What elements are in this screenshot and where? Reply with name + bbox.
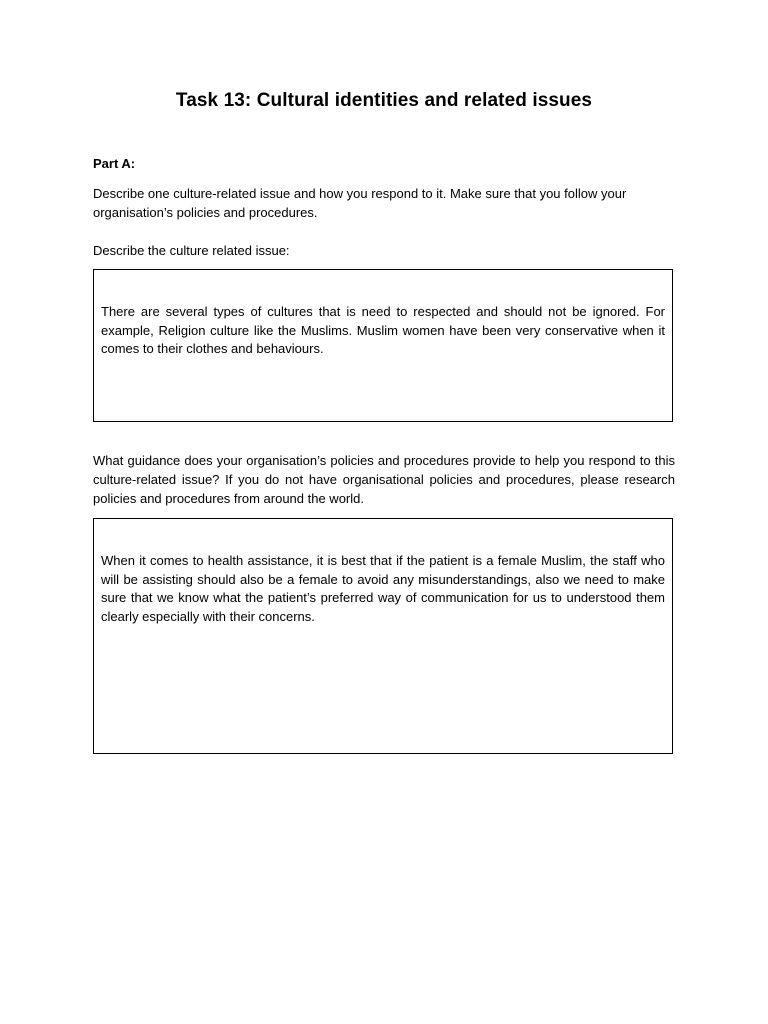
question-guidance: What guidance does your organisation’s policies and procedures provide to help you respond to this culture-related issue? If you do not have organisational policies and procedures, please research policies and procedures from around the world. [93,453,675,506]
part-label: Part A: [93,156,136,171]
page-title: Task 13: Cultural identities and related issues [175,90,593,111]
answer-text-guidance: When it comes to health assistance, it is best that if the patient is a female Muslim, the staff who will be assisting should also be a female to avoid any misunderstandings, also we need to make sure that we know what the patient’s preferred way of communication for us to understood them clearly especially with their concerns. [101,553,665,624]
answer-text-culture-issue: There are several types of cultures that is need to respected and should not be ignored. For example, Religion culture like the Muslims. Muslim women have been very conservative when it comes to their clothes and behaviours. [101,304,665,356]
answer-box-guidance [93,518,673,754]
instruction-text: Describe one culture-related issue and how you respond to it. Make sure that you follow your organisation’s policies and procedures. [93,186,627,220]
answer-box-culture-issue [93,269,673,422]
question-culture-issue: Describe the culture related issue: [93,243,290,258]
